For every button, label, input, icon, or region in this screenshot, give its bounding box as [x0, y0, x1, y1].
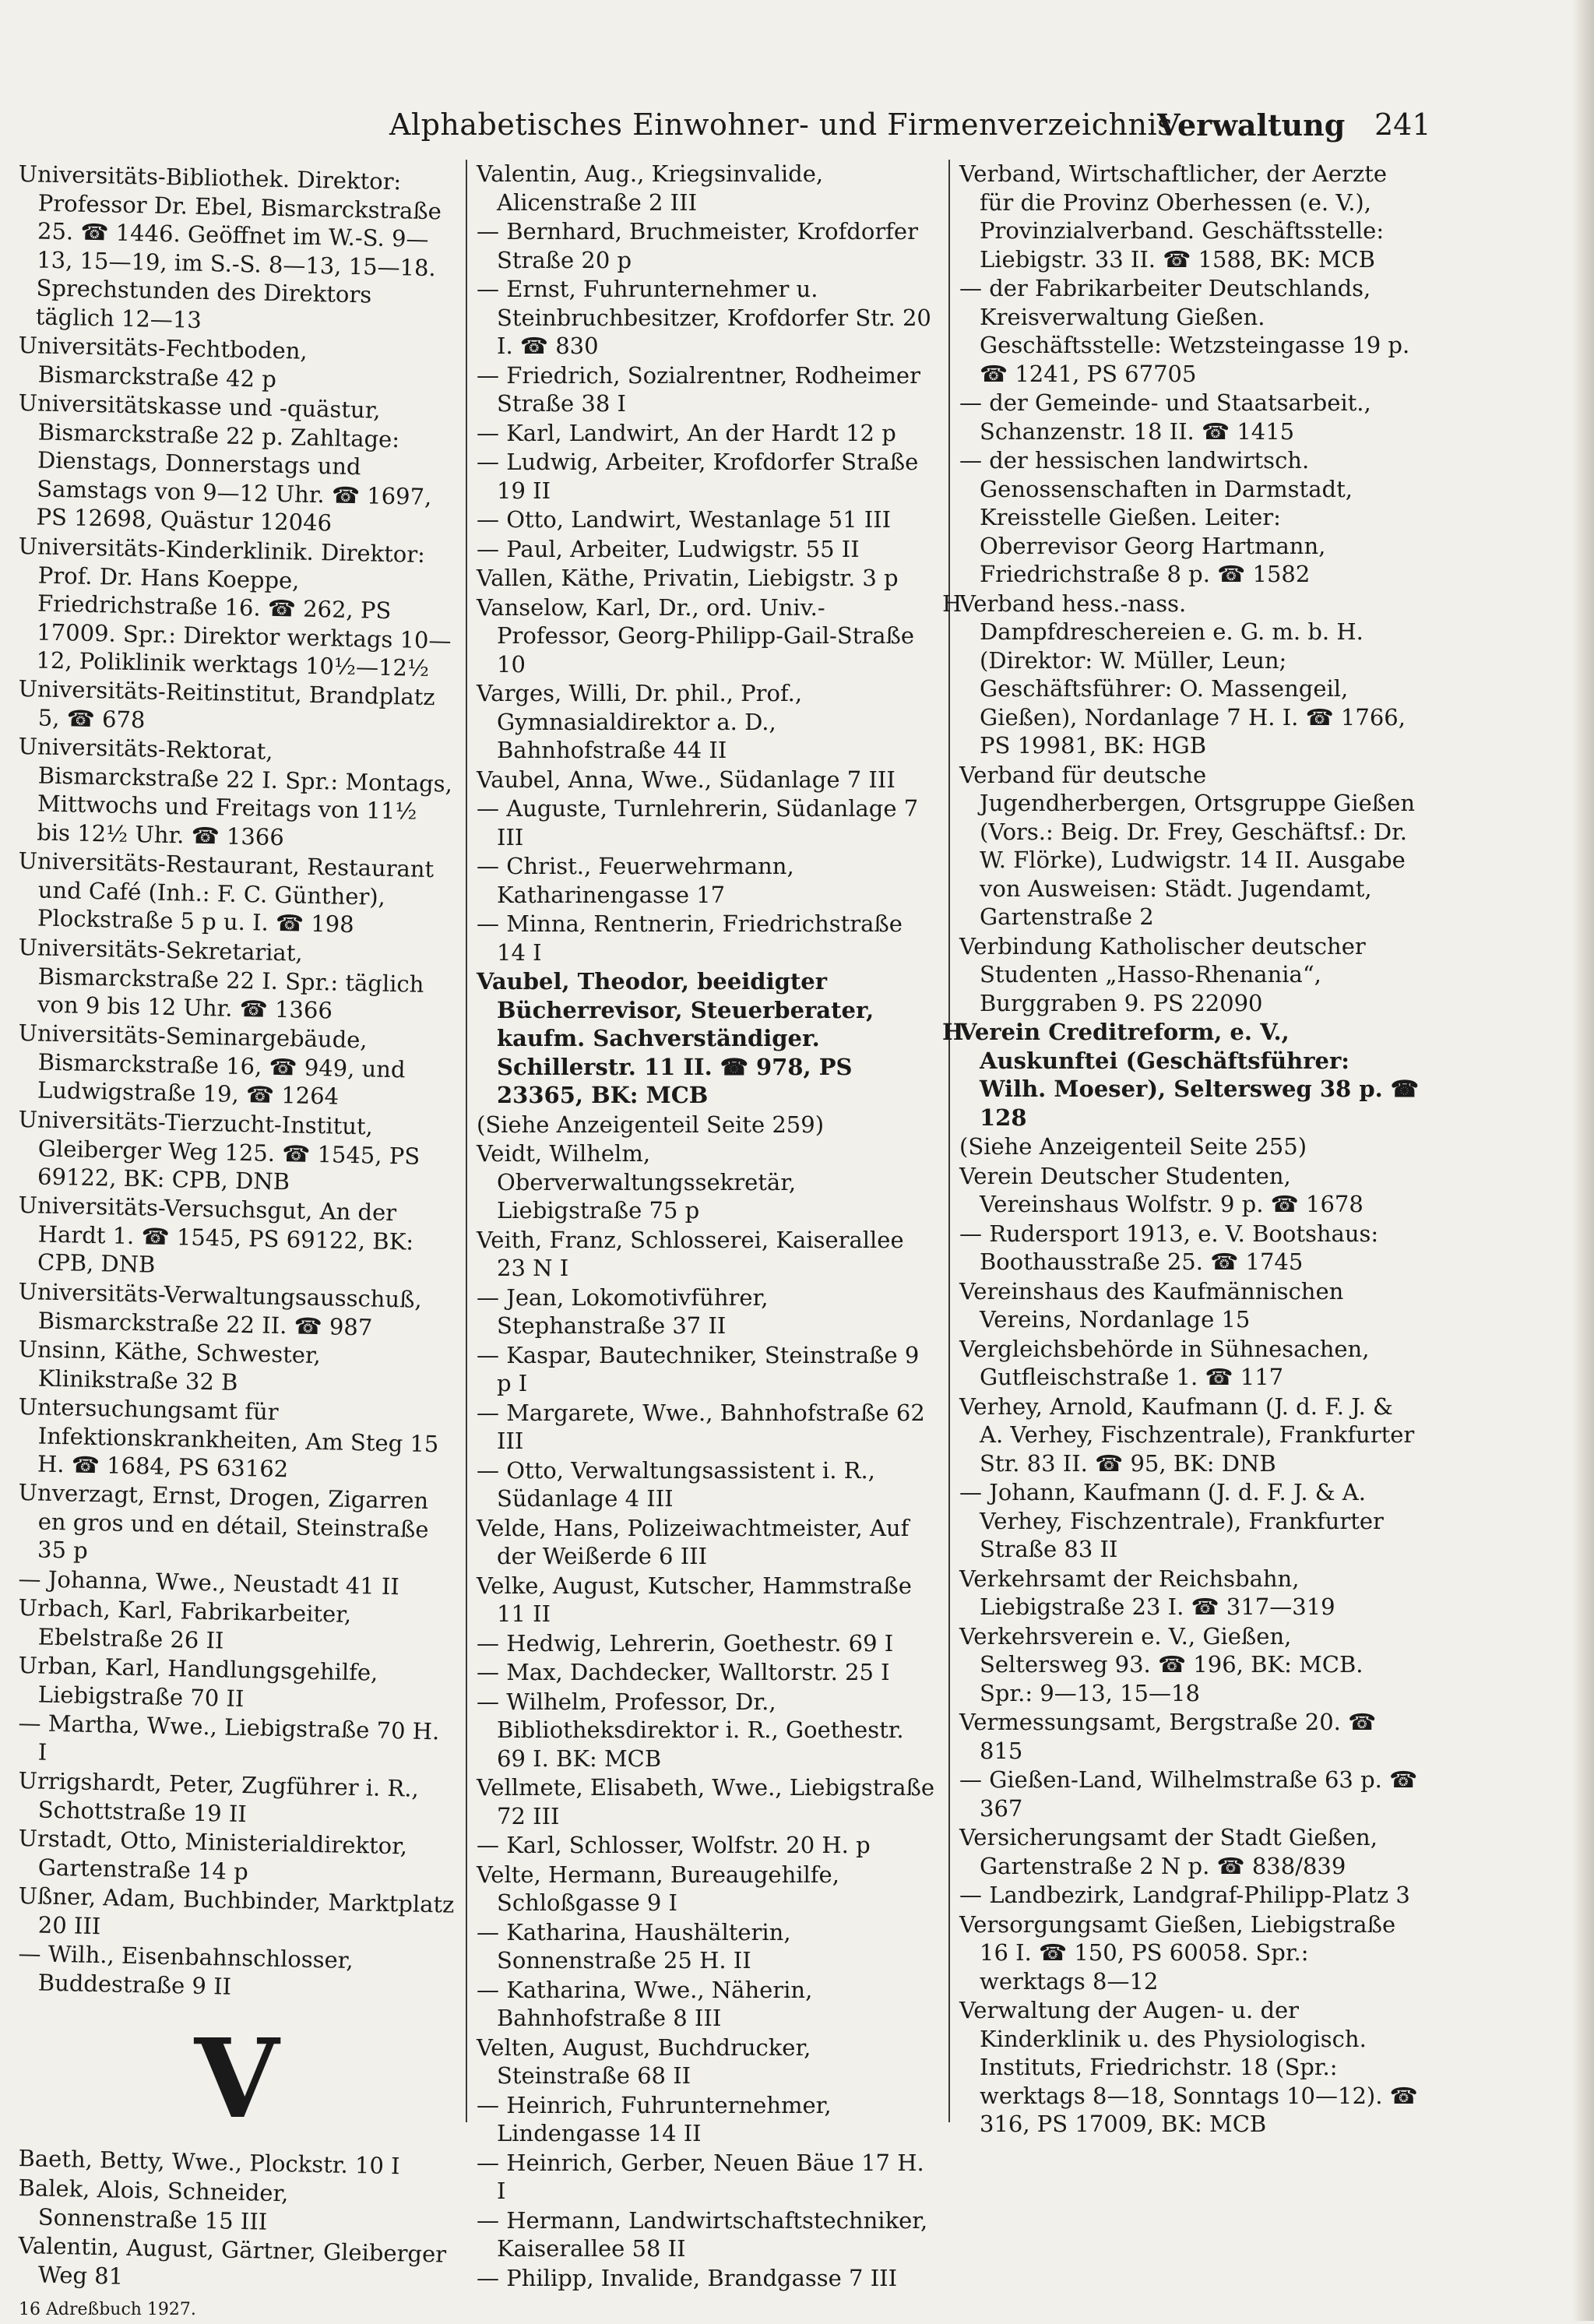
directory-entry: Universitäts-Versuchsgut, An der Hardt 1. ☎ 1545, PS 69122, BK: CPB, DNB — [17, 1191, 455, 1285]
directory-entry: — Katharina, Wwe., Näherin, Bahnhofstraße 8 III — [477, 1976, 936, 2033]
directory-entry: Universitäts-Rektorat, Bismarckstraße 22 I. Spr.: Montags, Mittwochs und Freitags von 11½ bis 12½ Uhr. ☎ 1366 — [16, 732, 455, 855]
directory-entry: — Ludwig, Arbeiter, Krofdorfer Straße 19 II — [477, 448, 936, 505]
directory-entry: — Philipp, Invalide, Brandgasse 7 III — [477, 2264, 936, 2293]
section-letter: V — [19, 2021, 455, 2138]
column-divider-1 — [466, 160, 467, 2122]
directory-entry: — Otto, Verwaltungsassistent i. R., Südanlage 4 III — [477, 1456, 936, 1513]
directory-entry: Unsinn, Käthe, Schwester, Klinikstraße 32 B — [17, 1335, 454, 1401]
directory-entry: Versicherungsamt der Stadt Gießen, Gartenstraße 2 N p. ☎ 838/839 — [959, 1823, 1419, 1880]
directory-entry: Universitäts-Verwaltungsausschuß, Bismarckstraße 22 II. ☎ 987 — [17, 1277, 454, 1343]
directory-entry: Verbindung Katholischer deutscher Studenten „Hasso-Rhenania“, Burggraben 9. PS 22090 — [959, 932, 1419, 1018]
directory-entry: Valentin, August, Gärtner, Gleiberger Weg 81 — [17, 2231, 454, 2298]
column-divider-2 — [948, 160, 950, 2122]
directory-entry: — Kaspar, Bautechniker, Steinstraße 9 p I — [477, 1341, 936, 1398]
directory-entry: (Siehe Anzeigenteil Seite 259) — [477, 1111, 936, 1139]
directory-entry: — Hedwig, Lehrerin, Goethestr. 69 I — [477, 1629, 936, 1658]
directory-entry: Balek, Alois, Schneider, Sonnenstraße 15 III — [17, 2174, 454, 2240]
directory-entry: — Otto, Landwirt, Westanlage 51 III — [477, 505, 936, 534]
directory-entry: Universitäts-Sekretariat, Bismarckstraße 22 I. Spr.: täglich von 9 bis 12 Uhr. ☎ 1366 — [17, 933, 455, 1027]
directory-entry: — Karl, Schlosser, Wolfstr. 20 H. p — [477, 1831, 936, 1860]
directory-entry: Verband, Wirtschaftlicher, der Aerzte für die Provinz Oberhessen (e. V.), Provinzialverband. Geschäftsstelle: Liebigstr. 33 II. ☎ 1588, BK: MCB — [959, 160, 1419, 273]
directory-entry: — Gießen-Land, Wilhelmstraße 63 p. ☎ 367 — [959, 1766, 1419, 1822]
directory-entry: Universitäts-Seminargebäude, Bismarckstraße 16, ☎ 949, und Ludwigstraße 19, ☎ 1264 — [17, 1019, 455, 1113]
directory-entry: Verkehrsamt der Reichsbahn, Liebigstraße 23 I. ☎ 317—319 — [959, 1565, 1419, 1622]
directory-entry: Valentin, Aug., Kriegsinvalide, Alicenstraße 2 III — [477, 160, 936, 217]
directory-entry: Universitäts-Kinderklinik. Direktor: Prof. Dr. Hans Koeppe, Friedrichstraße 16. ☎ 262, PS 17009. Spr.: Direktor werktags 10—12, Poliklinik werktags 10½—12½ — [16, 532, 455, 683]
directory-entry: — Heinrich, Gerber, Neuen Bäue 17 H. I — [477, 2149, 936, 2206]
directory-entry: Veith, Franz, Schlosserei, Kaiserallee 23 N I — [477, 1226, 936, 1283]
directory-entry: — Max, Dachdecker, Walltorstr. 25 I — [477, 1658, 936, 1687]
directory-entry: Vanselow, Karl, Dr., ord. Univ.-Professor, Georg-Philipp-Gail-Straße 10 — [477, 593, 936, 679]
directory-entry: Vellmete, Elisabeth, Wwe., Liebigstraße 72 III — [477, 1773, 936, 1830]
directory-entry: — Heinrich, Fuhrunternehmer, Lindengasse 14 II — [477, 2091, 936, 2148]
left-entries — [19, 160, 455, 1996]
directory-entry: Vergleichsbehörde in Sühnesachen, Gutfleischstraße 1. ☎ 117 — [959, 1335, 1419, 1392]
directory-entry: — Johann, Kaufmann (J. d. F. J. & A. Verhey, Fischzentrale), Frankfurter Straße 83 II — [959, 1478, 1419, 1564]
directory-entry: Vallen, Käthe, Privatin, Liebigstr. 3 p — [477, 564, 936, 593]
directory-entry: Urban, Karl, Handlungsgehilfe, Liebigstraße 70 II — [17, 1651, 454, 1717]
directory-entry: — der hessischen landwirtsch. Genossenschaften in Darmstadt, Kreisstelle Gießen. Leiter: Oberrevisor Georg Hartmann, Friedrichstraße 8 p. ☎ 1582 — [959, 446, 1419, 589]
directory-entry: — der Gemeinde- und Staatsarbeit., Schanzenstr. 18 II. ☎ 1415 — [959, 389, 1419, 445]
running-title: Alphabetisches Einwohner- und Firmenverzeichnis — [389, 107, 1173, 142]
directory-entry: — Martha, Wwe., Liebigstraße 70 H. I — [17, 1709, 454, 1775]
directory-entry: Universitäts-Fechtboden, Bismarckstraße 42 p — [17, 331, 454, 397]
directory-entry: Versorgungsamt Gießen, Liebigstraße 16 I. ☎ 150, PS 60058. Spr.: werktags 8—12 — [959, 1910, 1419, 1996]
directory-entry: Universitäts-Tierzucht-Institut, Gleiberger Weg 125. ☎ 1545, PS 69122, BK: CPB, DNB — [17, 1105, 455, 1199]
directory-entry: Universitäts-Reitinstitut, Brandplatz 5, ☎ 678 — [17, 674, 454, 741]
directory-entry: — Hermann, Landwirtschaftstechniker, Kaiserallee 58 II — [477, 2206, 936, 2263]
directory-entry: — Paul, Arbeiter, Ludwigstr. 55 II — [477, 535, 936, 564]
directory-entry: H Verein Creditreform, e. V., Auskunftei (Geschäftsführer: Wilh. Moeser), Seltersweg 38 p. ☎ 128 — [959, 1018, 1419, 1132]
directory-entry: — Rudersport 1913, e. V. Bootshaus: Boothausstraße 25. ☎ 1745 — [959, 1220, 1419, 1276]
directory-entry: — Auguste, Turnlehrerin, Südanlage 7 III — [477, 794, 936, 851]
footer-note: 16 Adreßbuch 1927. — [19, 2296, 455, 2324]
directory-entry: Baeth, Betty, Wwe., Plockstr. 10 I — [18, 2144, 455, 2181]
directory-entry: Velten, August, Buchdrucker, Steinstraße 68 II — [477, 2034, 936, 2090]
directory-entry: — der Fabrikarbeiter Deutschlands, Kreisverwaltung Gießen. Geschäftsstelle: Wetzsteingasse 19 p. ☎ 1241, PS 67705 — [959, 274, 1419, 388]
middle-column — [477, 160, 936, 2231]
directory-entry: H Verband hess.-nass. Dampfdreschereien e. G. m. b. H. (Direktor: W. Müller, Leun; Geschäftsführer: O. Massengeil, Gießen), Nordanlage 7 H. I. ☎ 1766, PS 19981, BK: HGB — [959, 590, 1419, 760]
directory-entry: Vaubel, Theodor, beeidigter Bücherrevisor, Steuerberater, kaufm. Sachverständiger. Schillerstr. 11 II. ☎ 978, PS 23365, BK: MCB — [477, 967, 936, 1110]
directory-entry: — Christ., Feuerwehrmann, Katharinengasse 17 — [477, 852, 936, 909]
directory-entry: Verwaltung der Augen- u. der Kinderklinik u. des Physiologisch. Instituts, Friedrichstr. 18 (Spr.: werktags 8—18, Sonntags 10—12). ☎ 316, PS 17009, BK: MCB — [959, 1996, 1419, 2139]
directory-entry: — Landbezirk, Landgraf-Philipp-Platz 3 — [959, 1881, 1419, 1910]
directory-entry: Universitäts-Bibliothek. Direktor: Professor Dr. Ebel, Bismarckstraße 25. ☎ 1446. Geöffnet im W.-S. 9—13, 15—19, im S.-S. 8—13, 15—18. Sprechstunden des Direktors täglich 12—13 — [15, 160, 454, 340]
directory-entry: — Jean, Lokomotivführer, Stephanstraße 37 II — [477, 1283, 936, 1340]
directory-entry: — Bernhard, Bruchmeister, Krofdorfer Straße 20 p — [477, 217, 936, 274]
directory-entry: Verhey, Arnold, Kaufmann (J. d. F. J. & A. Verhey, Fischzentrale), Frankfurter Str. 83 II. ☎ 95, BK: DNB — [959, 1393, 1419, 1478]
directory-entry: Verein Deutscher Studenten, Vereinshaus Wolfstr. 9 p. ☎ 1678 — [959, 1162, 1419, 1219]
page-header — [343, 107, 1433, 151]
directory-entry: (Siehe Anzeigenteil Seite 255) — [959, 1132, 1419, 1161]
directory-entry: Urstadt, Otto, Ministerialdirektor, Gartenstraße 14 p — [17, 1824, 454, 1890]
directory-entry: Urrigshardt, Peter, Zugführer i. R., Schottstraße 19 II — [17, 1766, 454, 1833]
directory-entry: Velde, Hans, Polizeiwachtmeister, Auf der Weißerde 6 III — [477, 1514, 936, 1571]
directory-entry: — Wilhelm, Professor, Dr., Bibliotheksdirektor i. R., Goethestr. 69 I. BK: MCB — [477, 1688, 936, 1773]
directory-entry: Verkehrsverein e. V., Gießen, Seltersweg 93. ☎ 196, BK: MCB. Spr.: 9—13, 15—18 — [959, 1622, 1419, 1708]
directory-entry: Vaubel, Anna, Wwe., Südanlage 7 III — [477, 766, 936, 794]
section-heading: Verwaltung — [1157, 107, 1345, 143]
directory-entry: Veidt, Wilhelm, Oberverwaltungssekretär, Liebigstraße 75 p — [477, 1139, 936, 1225]
directory-entry: — Johanna, Wwe., Neustadt 41 II — [18, 1565, 455, 1602]
page-edge-shadow — [1572, 0, 1594, 2321]
directory-entry: — Wilh., Eisenbahnschlosser, Buddestraße 9 II — [17, 1939, 454, 2005]
directory-entry: — Ernst, Fuhrunternehmer u. Steinbruchbesitzer, Krofdorfer Str. 20 I. ☎ 830 — [477, 275, 936, 361]
directory-entry: — Friedrich, Sozialrentner, Rodheimer Straße 38 I — [477, 361, 936, 418]
left-v-entries — [19, 2144, 455, 2288]
directory-entry: — Karl, Landwirt, An der Hardt 12 p — [477, 419, 936, 448]
directory-entry: Vereinshaus des Kaufmännischen Vereins, Nordanlage 15 — [959, 1277, 1419, 1334]
left-column — [19, 160, 455, 2231]
directory-entry: Velte, Hermann, Bureaugehilfe, Schloßgasse 9 I — [477, 1861, 936, 1917]
directory-entry: Urbach, Karl, Fabrikarbeiter, Ebelstraße 26 II — [17, 1593, 454, 1660]
middle-entries — [477, 160, 936, 2292]
right-entries — [959, 160, 1419, 2139]
right-column — [959, 160, 1419, 2231]
directory-entry: — Katharina, Haushälterin, Sonnenstraße 25 H. II — [477, 1918, 936, 1975]
directory-entry: Unverzagt, Ernst, Drogen, Zigarren en gros und en détail, Steinstraße 35 p — [17, 1478, 455, 1572]
page-number: 241 — [1374, 107, 1431, 142]
directory-entry: Verband für deutsche Jugendherbergen, Ortsgruppe Gießen (Vors.: Beig. Dr. Frey, Geschäftsf.: Dr. W. Flörke), Ludwigstr. 14 II. Ausgabe von Ausweisen: Städt. Jugendamt, Gartenstraße 2 — [959, 761, 1419, 931]
directory-entry: Varges, Willi, Dr. phil., Prof., Gymnasialdirektor a. D., Bahnhofstraße 44 II — [477, 679, 936, 765]
directory-entry: — Margarete, Wwe., Bahnhofstraße 62 III — [477, 1399, 936, 1456]
directory-entry: Ußner, Adam, Buchbinder, Marktplatz 20 III — [17, 1882, 454, 1948]
directory-entry: Universitätskasse und -quästur, Bismarckstraße 22 p. Zahltage: Dienstags, Donnerstags und Samstags von 9—12 Uhr. ☎ 1697, PS 12698, Quästur 12046 — [16, 389, 455, 540]
directory-entry: Universitäts-Restaurant, Restaurant und Café (Inh.: F. C. Günther), Plockstraße 5 p u. I. ☎ 198 — [17, 847, 455, 941]
directory-entry: Vermessungsamt, Bergstraße 20. ☎ 815 — [959, 1708, 1419, 1765]
directory-entry: Velke, August, Kutscher, Hammstraße 11 II — [477, 1572, 936, 1629]
directory-entry: — Minna, Rentnerin, Friedrichstraße 14 I — [477, 910, 936, 967]
directory-entry: Untersuchungsamt für Infektionskrankheiten, Am Steg 15 H. ☎ 1684, PS 63162 — [17, 1393, 455, 1487]
